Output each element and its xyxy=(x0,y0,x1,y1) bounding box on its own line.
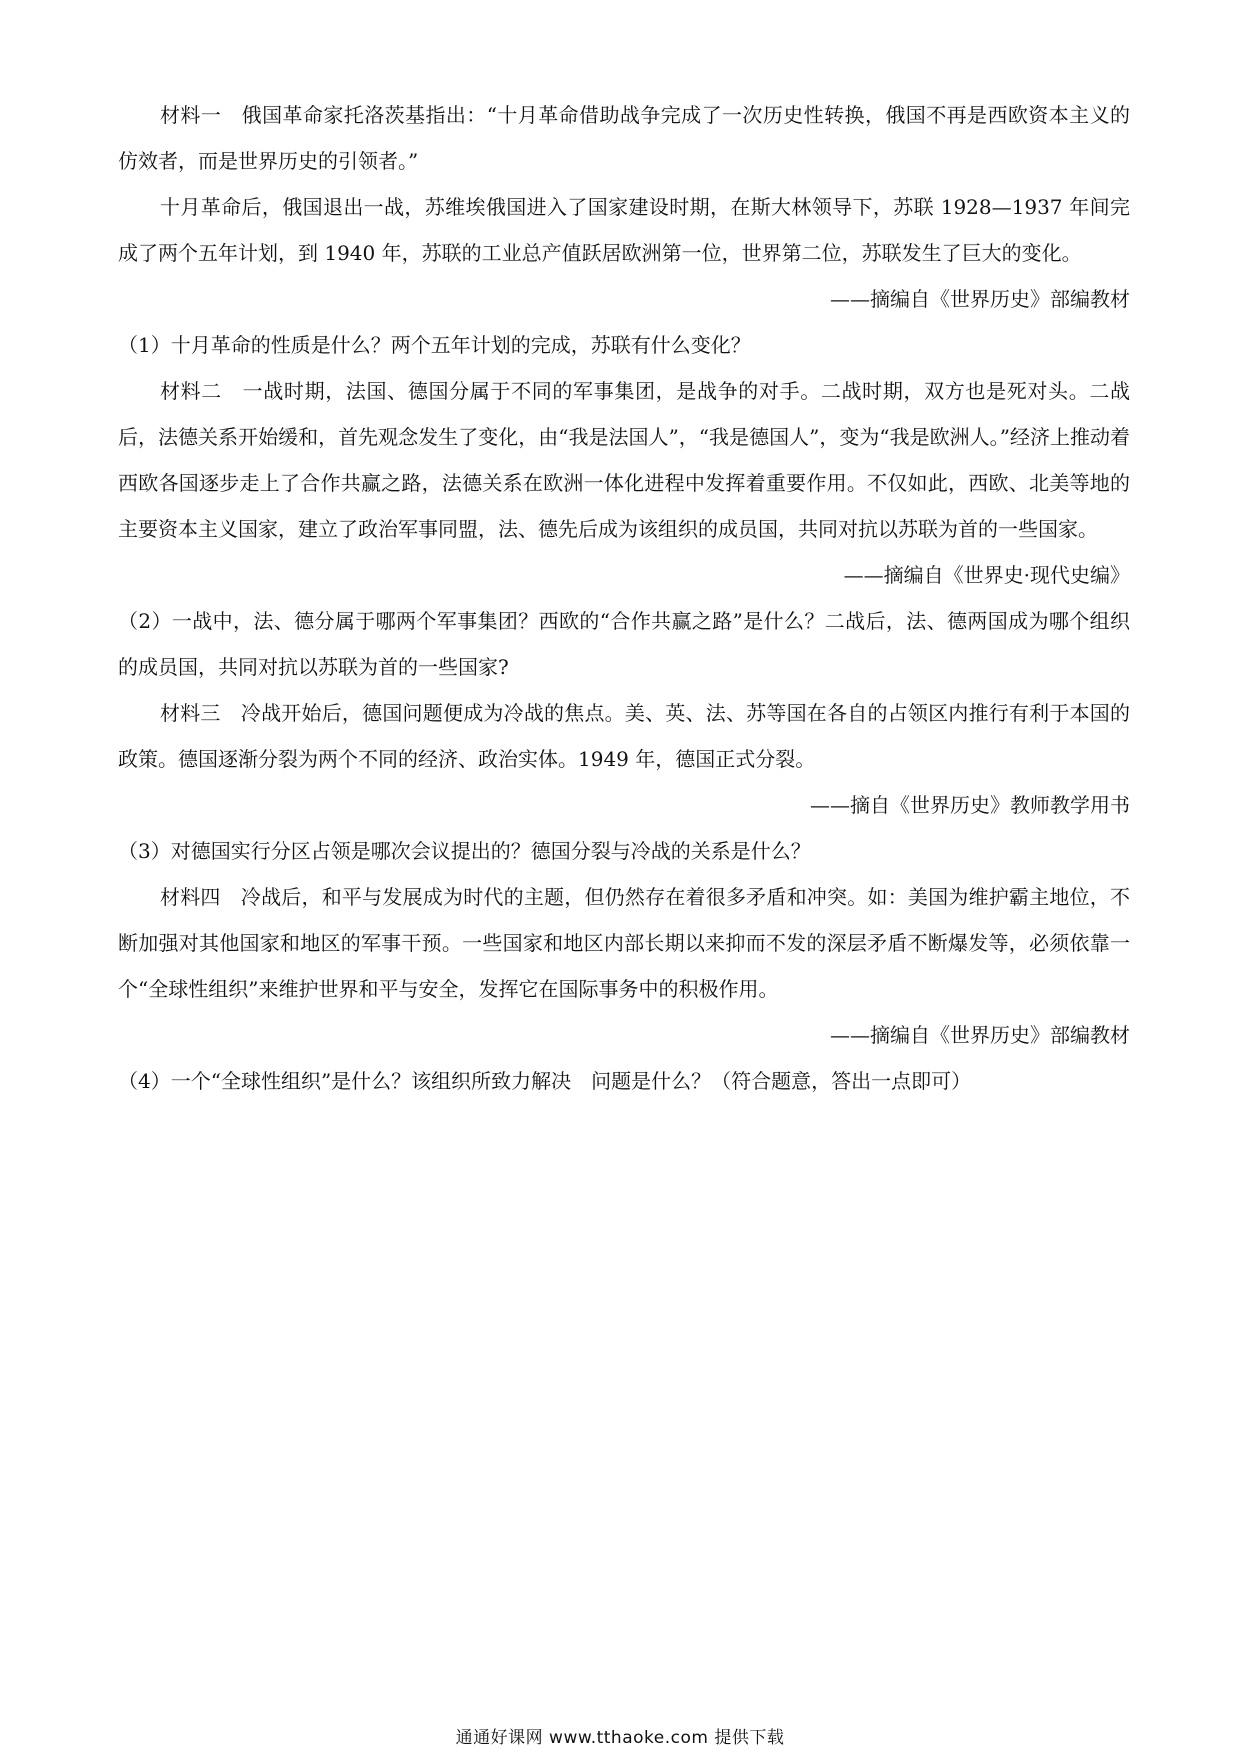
material-3-source: ——摘自《世界历史》教师教学用书 xyxy=(810,793,1130,817)
material-2-text: 材料二 一战时期，法国、德国分属于不同的军事集团，是战争的对手。二战时期，双方也是死对头。二战后，法德关系开始缓和，首先观念发生了变化，由“我是法国人”，“我是德国人”，变为“我是欧洲人。”经济上推动着西欧各国逐步走上了合作共赢之路，法德关系在欧洲一体化进程中发挥着重要作用。不仅如此，西欧、北美等地的主要资本主义国家，建立了政治军事同盟，法、德先后成为该组织的成员国，共同对抗以苏联为首的一些国家。 xyxy=(118,379,1130,541)
material-4-text: 材料四 冷战后，和平与发展成为时代的主题，但仍然存在着很多矛盾和冲突。如：美国为维护霸主地位，不断加强对其他国家和地区的军事干预。一些国家和地区内部长期以来抑而不发的深层矛盾不断爆发等，必须依靠一个“全球性组织”来维护世界和平与安全，发挥它在国际事务中的积极作用。 xyxy=(118,885,1130,1001)
question-3: （3）对德国实行分区占领是哪次会议提出的？德国分裂与冷战的关系是什么？ xyxy=(118,839,811,863)
question-1: （1）十月革命的性质是什么？两个五年计划的完成，苏联有什么变化？ xyxy=(118,333,751,357)
material-4-source: ——摘编自《世界历史》部编教材 xyxy=(830,1023,1130,1047)
document-body xyxy=(118,92,1130,1104)
question-2: （2）一战中，法、德分属于哪两个军事集团？西欧的“合作共赢之路”是什么？二战后，法、德两国成为哪个组织的成员国，共同对抗以苏联为首的一些国家? xyxy=(118,609,1130,679)
material-1-quote: 材料一 俄国革命家托洛茨基指出：“十月革命借助战争完成了一次历史性转换，俄国不再是西欧资本主义的仿效者，而是世界历史的引领者。” xyxy=(118,103,1130,173)
material-2-source: ——摘编自《世界史·现代史编》 xyxy=(843,563,1130,587)
material-1-source: ——摘编自《世界历史》部编教材 xyxy=(830,287,1130,311)
question-4: （4）一个“全球性组织”是什么？该组织所致力解决 问题是什么？（符合题意，答出一点即可） xyxy=(118,1069,972,1093)
material-1-text: 十月革命后，俄国退出一战，苏维埃俄国进入了国家建设时期，在斯大林领导下，苏联 1928—1937 年间完成了两个五年计划，到 1940 年，苏联的工业总产值跃居欧洲第一位，世界第二位，苏联发生了巨大的变化。 xyxy=(118,195,1130,265)
page-footer: 通通好课网 www.tthaoke.com 提供下载 xyxy=(455,1728,785,1748)
material-3-text: 材料三 冷战开始后，德国问题便成为冷战的焦点。美、英、法、苏等国在各自的占领区内推行有利于本国的政策。德国逐渐分裂为两个不同的经济、政治实体。1949 年，德国正式分裂。 xyxy=(118,701,1130,771)
